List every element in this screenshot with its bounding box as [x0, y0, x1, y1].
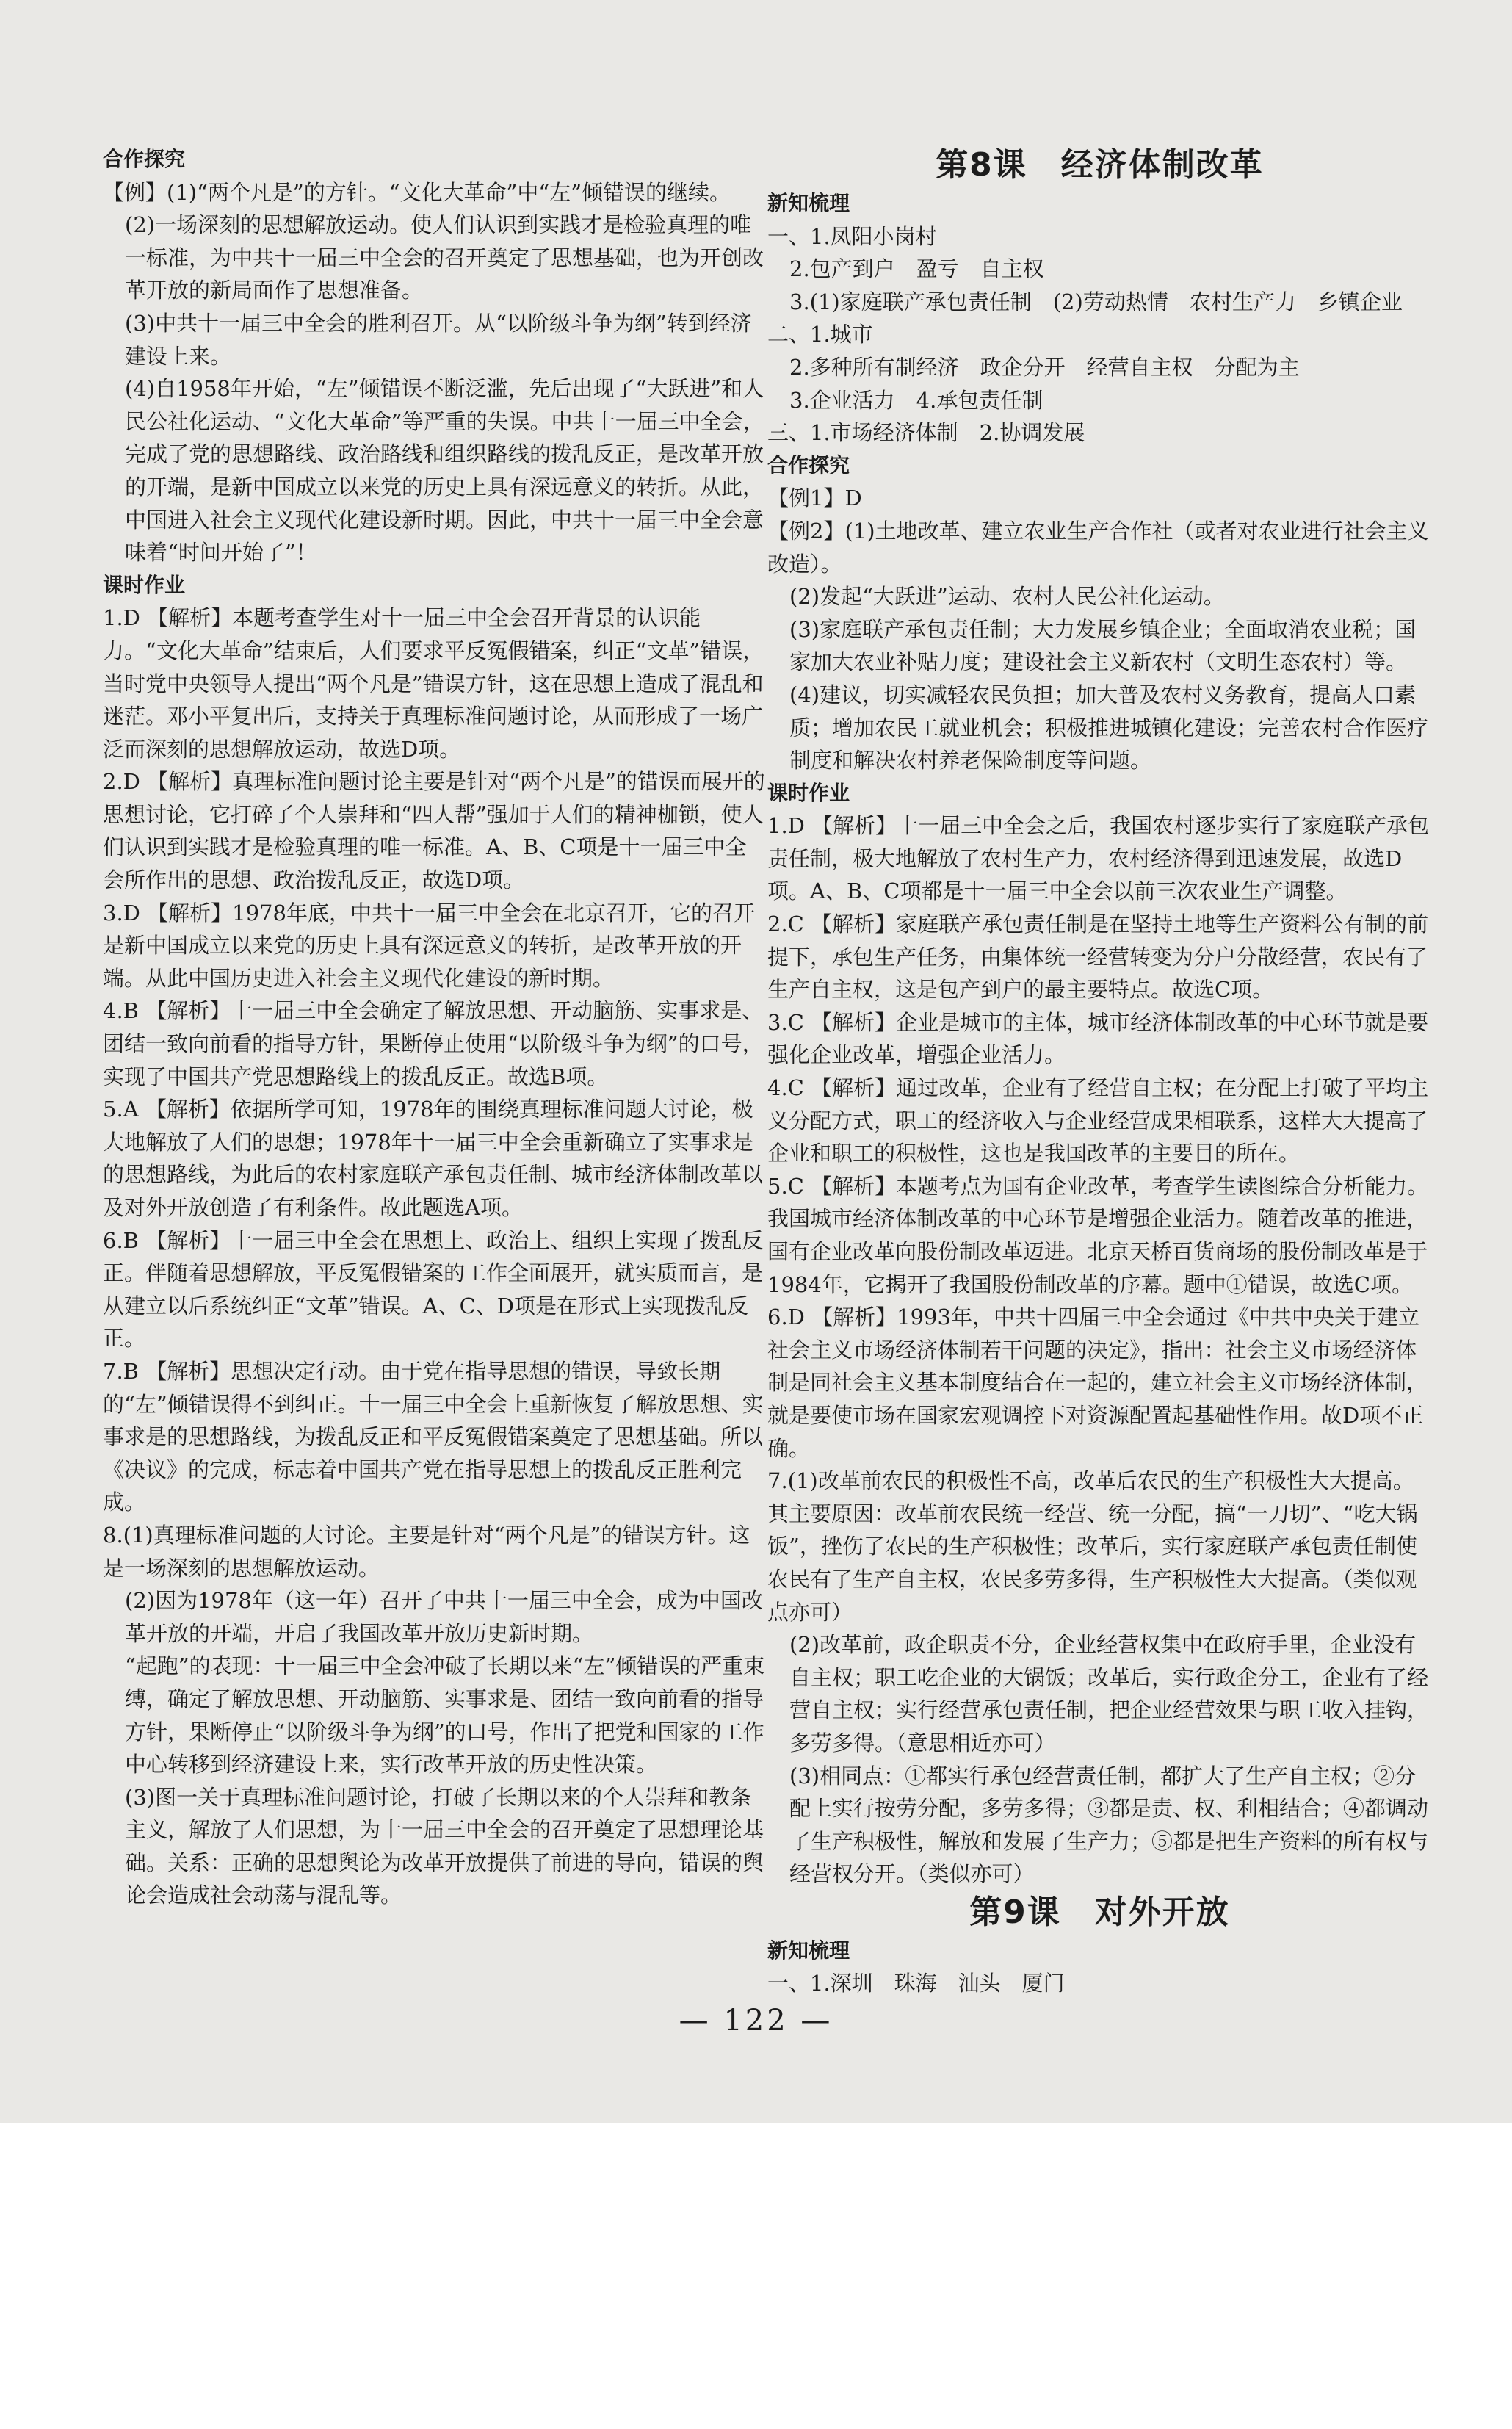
left-column [103, 143, 767, 1912]
paragraph: (3)家庭联产承包责任制；大力发展乡镇企业；全面取消农业税；国家加大农业补贴力度；建设社会主义新农村（文明生态农村）等。 [789, 616, 1417, 675]
page-number: — 122 — [679, 2004, 833, 2038]
paragraph: 【例2】(1)土地改革、建立农业生产合作社（或者对农业进行社会主义改造）。 [767, 518, 1429, 577]
paragraph: (3)中共十一届三中全会的胜利召开。从“以阶级斗争为纲”转到经济建设上来。 [125, 310, 752, 369]
lesson-title: 第8课 经济体制改革 [936, 146, 1264, 184]
section-heading: 新知梳理 [767, 191, 850, 215]
paragraph: 2.D 【解析】真理标准问题讨论主要是针对“两个凡是”的错误而展开的思想讨论，它打碎了个人崇拜和“四人帮”强加于人们的精神枷锁，使人们认识到实践才是检验真理的唯一标准。A、B、C项是十一届三中全会所作出的思想、政治拨乱反正，故选D项。 [103, 769, 765, 893]
paragraph: 4.C 【解析】通过改革，企业有了经营自主权；在分配上打破了平均主义分配方式，职工的经济收入与企业经营成果相联系，这样大大提高了企业和职工的积极性，这也是我国改革的主要目的所在。 [767, 1075, 1429, 1166]
paragraph: 3.C 【解析】企业是城市的主体，城市经济体制改革的中心环节就是要强化企业改革，增强企业活力。 [767, 1009, 1429, 1068]
paragraph: (2)因为1978年（这一年）召开了中共十一届三中全会，成为中国改革开放的开端，开启了我国改革开放历史新时期。 [125, 1588, 763, 1646]
paragraph: (3)相同点：①都实行承包经营责任制，都扩大了生产自主权；②分配上实行按劳分配，多劳多得；③都是责、权、利相结合；④都调动了生产积极性，解放和发展了生产力；⑤都是把生产资料的所有权与经营权分开。（类似亦可） [789, 1763, 1429, 1887]
right-column [767, 143, 1432, 2000]
paragraph: 4.B 【解析】十一届三中全会确定了解放思想、开动脑筋、实事求是、团结一致向前看的指导方针，果断停止使用“以阶级斗争为纲”的口号，实现了中国共产党思想路线上的拨乱反正。故选B项。 [103, 998, 764, 1089]
paragraph: (4)自1958年开始，“左”倾错误不断泛滥，先后出现了“大跃进”和人民公社化运动、“文化大革命”等严重的失误。中共十一届三中全会，完成了党的思想路线、政治路线和组织路线的拨乱反正，是改革开放的开端，是新中国成立以来党的历史上具有深远意义的转折。从此，中国进入社会主义现代化建设新时期。因此，中共十一届三中全会意味着“时间开始了”！ [125, 376, 764, 566]
paragraph: 一、1.深圳 珠海 汕头 厦门 [767, 1971, 1065, 1996]
paragraph: (4)建议，切实减轻农民负担；加大普及农村义务教育，提高人口素质；增加农民工就业机会；积极推进城镇化建设；完善农村合作医疗制度和解决农村养老保险制度等问题。 [789, 682, 1429, 773]
paragraph: 2.C 【解析】家庭联产承包责任制是在坚持土地等生产资料公有制的前提下，承包生产任务，由集体统一经营转变为分户分散经营，农民有了生产自主权，这是包产到户的最主要特点。故选C项。 [767, 912, 1429, 1003]
section-heading: 合作探究 [103, 147, 186, 171]
paragraph: 1.D 【解析】本题考查学生对十一届三中全会召开背景的认识能力。“文化大革命”结束后，人们要求平反冤假错案，纠正“文革”错误，当时党中央领导人提出“两个凡是”错误方针，这在思想上造成了混乱和迷茫。邓小平复出后，支持关于真理标准问题讨论，从而形成了一场广泛而深刻的思想解放运动，故选D项。 [103, 605, 764, 762]
lesson-title: 第9课 对外开放 [969, 1893, 1230, 1931]
paragraph: 三、1.市场经济体制 2.协调发展 [767, 420, 1085, 446]
paragraph: 【例】(1)“两个凡是”的方针。“文化大革命”中“左”倾错误的继续。 [103, 179, 731, 205]
paragraph: 3.(1)家庭联产承包责任制 (2)劳动热情 农村生产力 乡镇企业 [789, 289, 1403, 314]
paragraph: (2)发起“大跃进”运动、农村人民公社化运动。 [789, 584, 1225, 610]
paragraph: 6.B 【解析】十一届三中全会在思想上、政治上、组织上实现了拨乱反正。伴随着思想解放，平反冤假错案的工作全面展开，就实质而言，是从建立以后系统纠正“文革”错误。A、C、D项是在形式上实现拨乱反正。 [103, 1227, 764, 1351]
paragraph: 3.企业活力 4.承包责任制 [789, 387, 1043, 413]
paragraph: 一、1.凤阳小岗村 [767, 223, 937, 249]
paragraph: 5.C 【解析】本题考点为国有企业改革，考查学生读图综合分析能力。我国城市经济体制改革的中心环节是增强企业活力。随着改革的推进，国有企业改革向股份制改革迈进。北京天桥百货商场的股份制改革是于1984年，它揭开了我国股份制改革的序幕。题中①错误，故选C项。 [767, 1173, 1429, 1297]
paragraph: 2.包产到户 盈亏 自主权 [789, 256, 1044, 282]
paragraph: (2)一场深刻的思想解放运动。使人们认识到实践才是检验真理的唯一标准，为中共十一届三中全会的召开奠定了思想基础，也为开创改革开放的新局面作了思想准备。 [125, 212, 764, 303]
paragraph: 7.B 【解析】思想决定行动。由于党在指导思想的错误，导致长期的“左”倾错误得不到纠正。十一届三中全会上重新恢复了解放思想、实事求是的思想路线，为拨乱反正和平反冤假错案奠定了思想基础。所以《决议》的完成，标志着中国共产党在指导思想上的拨乱反正胜利完成。 [103, 1358, 764, 1515]
section-heading: 合作探究 [767, 452, 850, 477]
section-heading: 课时作业 [767, 780, 850, 805]
paragraph: 6.D 【解析】1993年，中共十四届三中全会通过《中共中央关于建立社会主义市场经济体制若干问题的决定》，指出：社会主义市场经济体制是同社会主义基本制度结合在一起的，建立社会主义市场经济体制，就是要使市场在国家宏观调控下对资源配置起基础性作用。故D项不正确。 [767, 1304, 1428, 1461]
paragraph: 5.A 【解析】依据所学可知，1978年的围绕真理标准问题大讨论，极大地解放了人们的思想；1978年十一届三中全会重新确立了实事求是的思想路线，为此后的农村家庭联产承包责任制、城市经济体制改革以及对外开放创造了有利条件。故此题选A项。 [103, 1097, 764, 1220]
paragraph: 1.D 【解析】十一届三中全会之后，我国农村逐步实行了家庭联产承包责任制，极大地解放了农村生产力，农村经济得到迅速发展，故选D项。A、B、C项都是十一届三中全会以前三次农业生产调整。 [767, 813, 1430, 904]
paragraph: (3)图一关于真理标准问题讨论，打破了长期以来的个人崇拜和教条主义，解放了人们思想，为十一届三中全会的召开奠定了思想理论基础。关系：正确的思想舆论为改革开放提供了前进的导向，错误的舆论会造成社会动荡与混乱等。 [125, 1784, 764, 1908]
paragraph: 7.(1)改革前农民的积极性不高，改革后农民的生产积极性大大提高。其主要原因：改革前农民统一经营、统一分配，搞“一刀切”、“吃大锅饭”，挫伤了农民的生产积极性；改革后，实行家庭联产承包责任制使农民有了生产自主权，农民多劳多得，生产积极性大大提高。（类似观点亦可） [767, 1468, 1418, 1625]
section-heading: 课时作业 [103, 572, 186, 597]
section-heading: 新知梳理 [767, 1938, 850, 1963]
paragraph: 【例1】D [767, 486, 862, 511]
paragraph: 二、1.城市 [767, 322, 873, 347]
paragraph: “起跑”的表现：十一届三中全会冲破了长期以来“左”倾错误的严重束缚，确定了解放思想、开动脑筋、实事求是、团结一致向前看的指导方针，果断停止“以阶级斗争为纲”的口号，作出了把党和国家的工作中心转移到经济建设上来，实行改革开放的历史性决策。 [125, 1653, 765, 1777]
paragraph: 8.(1)真理标准问题的大讨论。主要是针对“两个凡是”的错误方针。这是一场深刻的思想解放运动。 [103, 1522, 750, 1581]
paragraph: 2.多种所有制经济 政企分开 经营自主权 分配为主 [789, 354, 1300, 380]
paragraph: 3.D 【解析】1978年底，中共十一届三中全会在北京召开，它的召开是新中国成立以来党的历史上具有深远意义的转折，是改革开放的开端。从此中国历史进入社会主义现代化建设的新时期。 [103, 900, 755, 991]
paragraph: (2)改革前，政企职责不分，企业经营权集中在政府手里，企业没有自主权；职工吃企业的大锅饭；改革后，实行政企分工，企业有了经营自主权；实行经营承包责任制，把企业经营效果与职工收入挂钩，多劳多得。（意思相近亦可） [789, 1632, 1429, 1755]
